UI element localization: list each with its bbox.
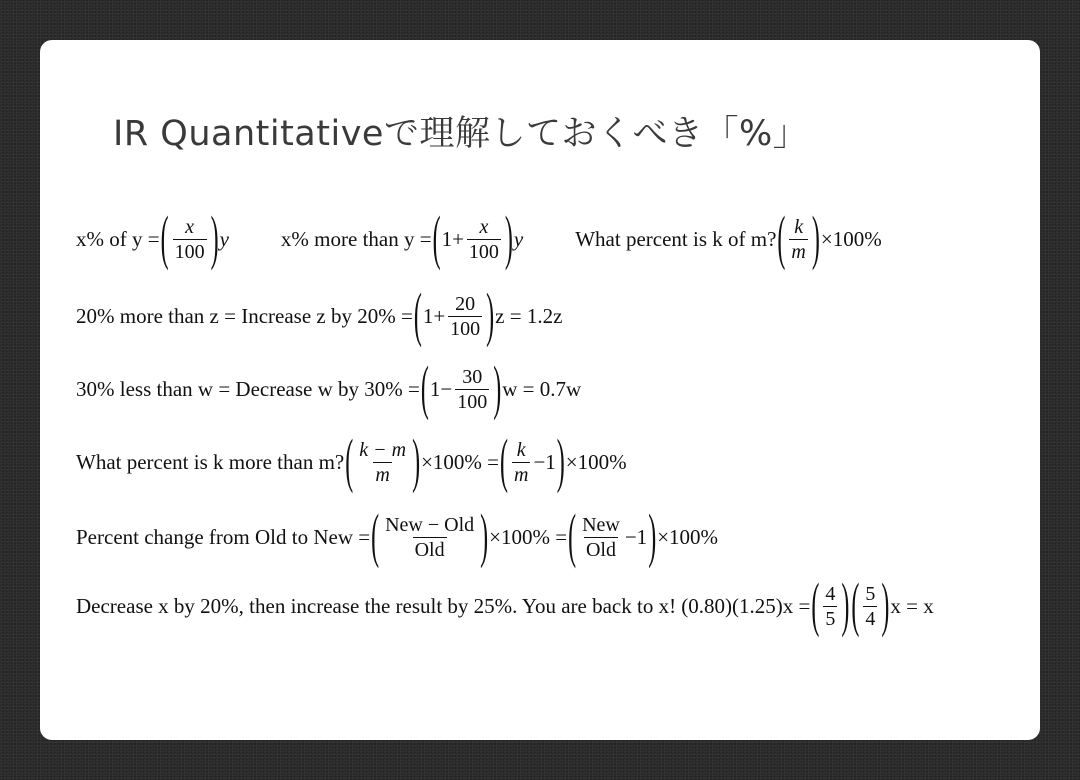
formula-percent-of: x% of y = (76, 227, 160, 251)
formula-row-2: 20% more than z = Increase z by 20% = ( 1+ $\frac{20}{100}$ ) z = 1.2z (76, 284, 563, 349)
fraction: $\frac{30}{100}$ (457, 366, 488, 413)
formula-row-3: 30% less than w = Decrease w by 30% = ( 1− $\frac{30}{100}$ ) w = 0.7w (76, 357, 582, 422)
fraction: $\frac{k}{m}$ (791, 216, 806, 263)
slide-card (40, 40, 1040, 740)
formula-more-than: x% more than y = (280, 227, 432, 251)
fraction: $\frac{20}{100}$ (450, 293, 481, 340)
formula-row-6: Decrease x by 20%, then increase the result by 25%. You are back to x! (0.80)(1.25)x = ( $\frac{4}{5}$ ) ( $\frac{5}{4}$ ) x = x (76, 574, 934, 639)
fraction: $\frac{\text{New}}{\text{Old}}$ (582, 514, 620, 561)
formula-row-5: Percent change from Old to New = ( $\frac{\text{New − Old}}{\text{Old}}$ ) ×100% = ( $\frac{\text{New}}{\text{Old}}$ −1 ) ×100% (76, 505, 719, 570)
fraction: $\frac{x}{100}$ (468, 216, 499, 263)
fraction: $\frac{k}{m}$ (514, 439, 529, 486)
fraction: $\frac{4}{5}$ (825, 583, 836, 630)
formula-row-1: x% of y = ( $\frac{x}{100}$ ) y x% more than y = ( 1+ $\frac{x}{100}$ ) y What percent is k of m? ( $\frac{k}{m}$ ) ×100% (76, 207, 882, 272)
fraction: $\frac{x}{100}$ (174, 216, 205, 263)
formula-row-4: What percent is k more than m? ( $\frac{k - m}{m}$ ) ×100% = ( $\frac{k}{m}$ −1 ) ×100% (76, 430, 627, 495)
fraction: $\frac{k - m}{m}$ (359, 439, 407, 486)
slide-title: IR Quantitativeで理解しておくべき「%」 (113, 114, 809, 154)
fraction: $\frac{5}{4}$ (865, 583, 876, 630)
formula-what-percent: What percent is k of m? (575, 227, 777, 251)
fraction: $\frac{\text{New − Old}}{\text{Old}}$ (385, 514, 475, 561)
